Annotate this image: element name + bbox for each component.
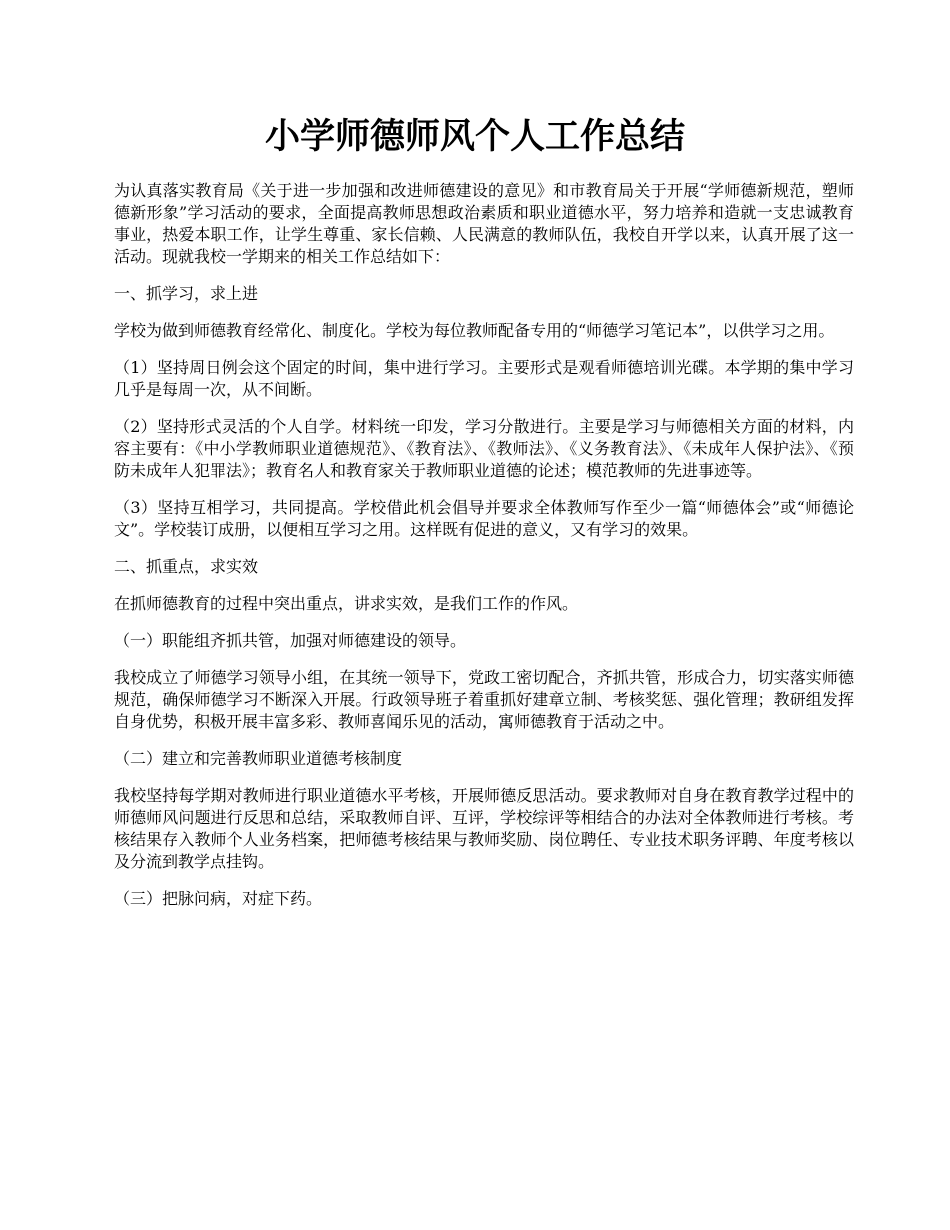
paragraph: 我校成立了师德学习领导小组，在其统一领导下，党政工密切配合，齐抓共管，形成合力，切实落实师德规范，确保师德学习不断深入开展。行政领导班子着重抓好建章立制、考核奖惩、强化管理；教研组发挥自身优势，积极开展丰富多彩、教师喜闻乐见的活动，寓师德教育于活动之中。 bbox=[114, 668, 854, 731]
document-title: 小学师德师风个人工作总结 bbox=[264, 116, 685, 157]
document-body bbox=[114, 180, 854, 925]
intro-paragraph: 为认真落实教育局《关于进一步加强和改进师德建设的意见》和市教育局关于开展“学师德新规范，塑师德新形象”学习活动的要求，全面提高教师思想政治素质和职业道德水平，努力培养和造就一支忠诚教育事业，热爱本职工作，让学生尊重、家长信赖、人民满意的教师队伍，我校自开学以来，认真开展了这一活动。现就我校一学期来的相关工作总结如下： bbox=[114, 181, 854, 266]
paragraph: 我校坚持每学期对教师进行职业道德水平考核，开展师德反思活动。要求教师对自身在教育教学过程中的师德师风问题进行反思和总结，采取教师自评、互评，学校综评等相结合的办法对全体教师进行考核。考核结果存入教师个人业务档案，把师德考核结果与教师奖励、岗位聘任、专业技术职务评聘、年度考核以及分流到教学点挂钩。 bbox=[114, 786, 854, 871]
paragraph: （2）坚持形式灵活的个人自学。材料统一印发，学习分散进行。主要是学习与师德相关方面的材料，内容主要有：《中小学教师职业道德规范》、《教育法》、《教师法》、《义务教育法》、《未成年人保护法》、《预防未成年人犯罪法》；教育名人和教育家关于教师职业道德的论述；模范教师的先进事迹等。 bbox=[114, 417, 854, 480]
paragraph: 学校为做到师德教育经常化、制度化。学校为每位教师配备专用的“师德学习笔记本”，以供学习之用。 bbox=[114, 321, 835, 340]
section-heading-2: 二、抓重点，求实效 bbox=[114, 557, 259, 576]
paragraph: （1）坚持周日例会这个固定的时间，集中进行学习。主要形式是观看师德培训光碟。本学期的集中学习几乎是每周一次，从不间断。 bbox=[114, 358, 854, 399]
section-heading-1: 一、抓学习，求上进 bbox=[114, 284, 259, 303]
subsection-heading-1: （一）职能组齐抓共管，加强对师德建设的领导。 bbox=[114, 631, 467, 650]
subsection-heading-2: （二）建立和完善教师职业道德考核制度 bbox=[114, 749, 403, 768]
paragraph: 在抓师德教育的过程中突出重点，讲求实效，是我们工作的作风。 bbox=[114, 594, 579, 613]
subsection-heading-3: （三）把脉问病，对症下药。 bbox=[114, 889, 323, 908]
paragraph: （3）坚持互相学习，共同提高。学校借此机会倡导并要求全体教师写作至少一篇“师德体会”或“师德论文”。学校装订成册，以便相互学习之用。这样既有促进的意义，又有学习的效果。 bbox=[114, 498, 854, 539]
